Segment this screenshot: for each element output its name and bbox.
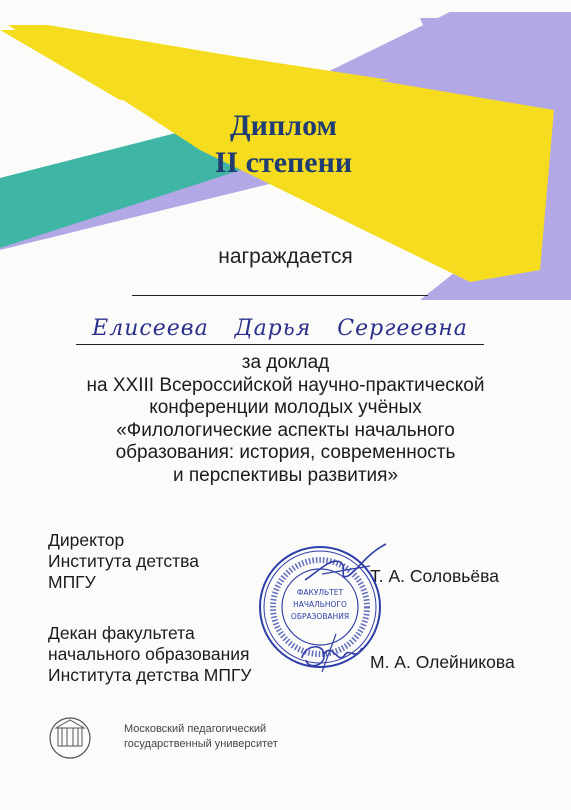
diploma-degree: II степени [214,146,353,179]
dean-name: М. А. Олейникова [370,652,515,672]
director-title-line: МПГУ [48,572,96,592]
stamp-text-line: ОБРАЗОВАНИЯ [290,612,350,621]
diploma-title: Диплом [230,109,337,142]
university-name [124,722,278,752]
body-line: и перспективы развития» [172,464,399,486]
dean-title-line: начального образования [48,644,250,664]
university-name-line: государственный университет [124,738,278,750]
award-description [0,352,571,487]
director-name: Т. А. Соловьёва [370,566,499,586]
dean-signature [292,628,372,678]
dean-title-line: Института детства МПГУ [48,665,252,685]
stamp-text-line: ФАКУЛЬТЕТ [296,588,344,597]
director-signature [300,540,390,590]
awarded-label: награждается [218,245,353,268]
body-line: образования: история, современность [115,442,456,463]
dean-title [48,623,252,686]
recipient-underline [76,344,484,345]
director-title [48,530,199,593]
recipient-name: Елисеева Дарья Сергеевна [92,316,468,341]
blank-line [132,295,428,296]
body-line: «Филологические аспекты начального [116,419,455,441]
director-title-line: Директор [48,530,125,550]
body-line: конференции молодых учёных [149,397,422,418]
director-title-line: Института детства [48,551,199,571]
body-line: за доклад [241,352,330,373]
university-name-line: Московский педагогический [124,723,267,735]
dean-title-line: Декан факультета [48,623,195,643]
university-logo [48,712,92,764]
stamp-text-line: НАЧАЛЬНОГО [293,600,347,609]
body-line: на XXIII Всероссийской научно-практической [86,374,485,396]
